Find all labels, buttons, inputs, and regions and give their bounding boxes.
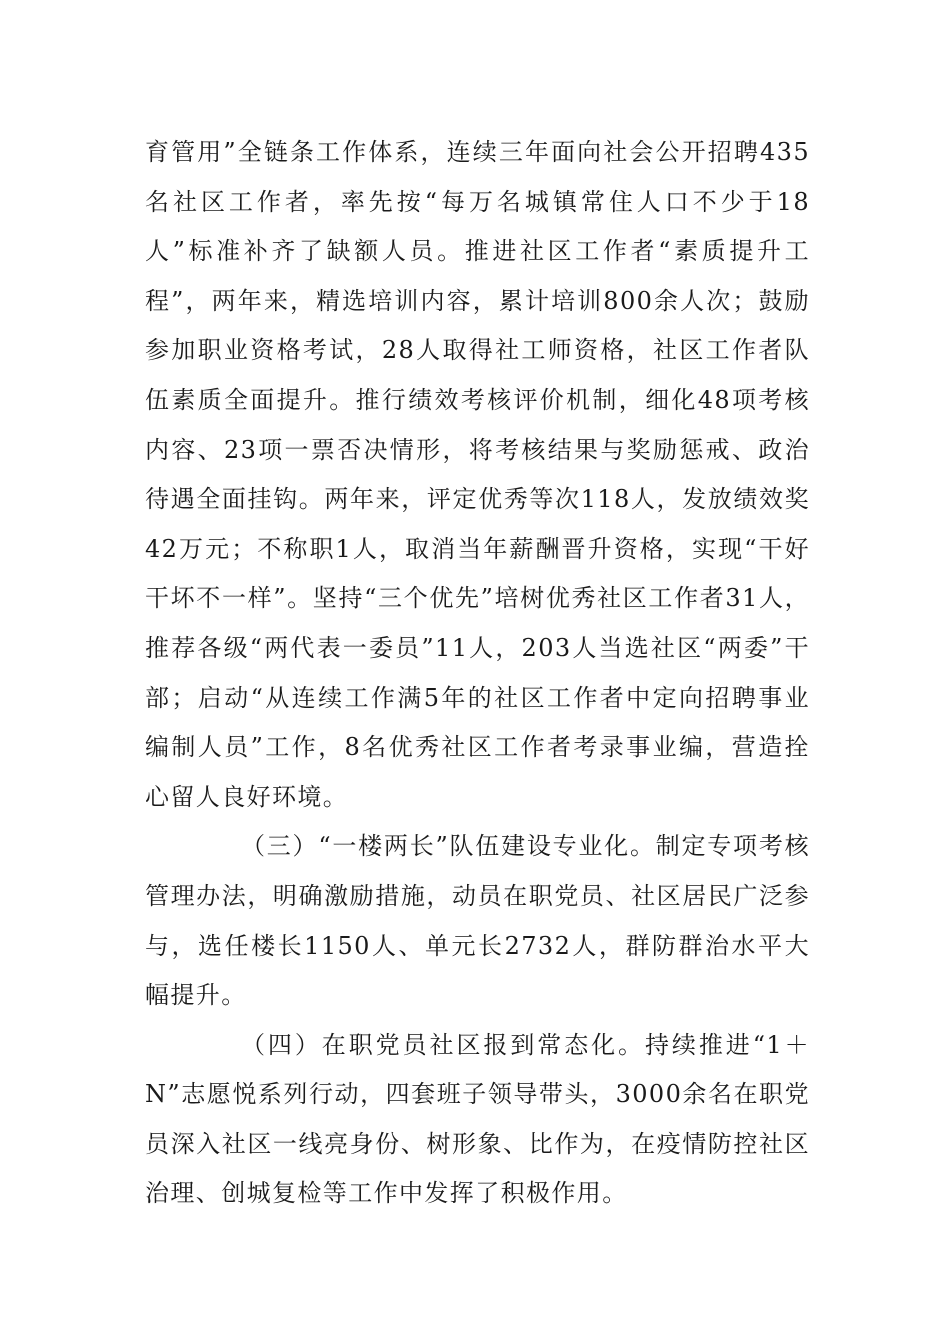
paragraph-continuation: 育管用”全链条工作体系，连续三年面向社会公开招聘435名社区工作者，率先按“每万名城镇常住人口不少于18人”标准补齐了缺额人员。推进社区工作者“素质提升工程”，两年来，精选培训内容，累计培训800余人次；鼓励参加职业资格考试，28人取得社工师资格，社区工作者队伍素质全面提升。推行绩效考核评价机制，细化48项考核内容、23项一票否决情形，将考核结果与奖励惩戒、政治待遇全面挂钩。两年来，评定优秀等次118人，发放绩效奖42万元；不称职1人，取消当年薪酬晋升资格，实现“干好干坏不一样”。坚持“三个优先”培树优秀社区工作者31人，推荐各级“两代表一委员”11人，203人当选社区“两委”干部；启动“从连续工作满5年的社区工作者中定向招聘事业编制人员”工作，8名优秀社区工作者考录事业编，营造拴心留人良好环境。 bbox=[145, 138, 810, 811]
document-body bbox=[145, 128, 810, 1219]
paragraph-section-three: （三）“一楼两长”队伍建设专业化。制定专项考核管理办法，明确激励措施，动员在职党员、社区居民广泛参与，选任楼长1150人、单元长2732人，群防群治水平大幅提升。 bbox=[145, 832, 810, 1010]
paragraph-section-four: （四）在职党员社区报到常态化。持续推进“1＋N”志愿悦系列行动，四套班子领导带头，3000余名在职党员深入社区一线亮身份、树形象、比作为，在疫情防控社区治理、创城复检等工作中发挥了积极作用。 bbox=[145, 1030, 810, 1208]
